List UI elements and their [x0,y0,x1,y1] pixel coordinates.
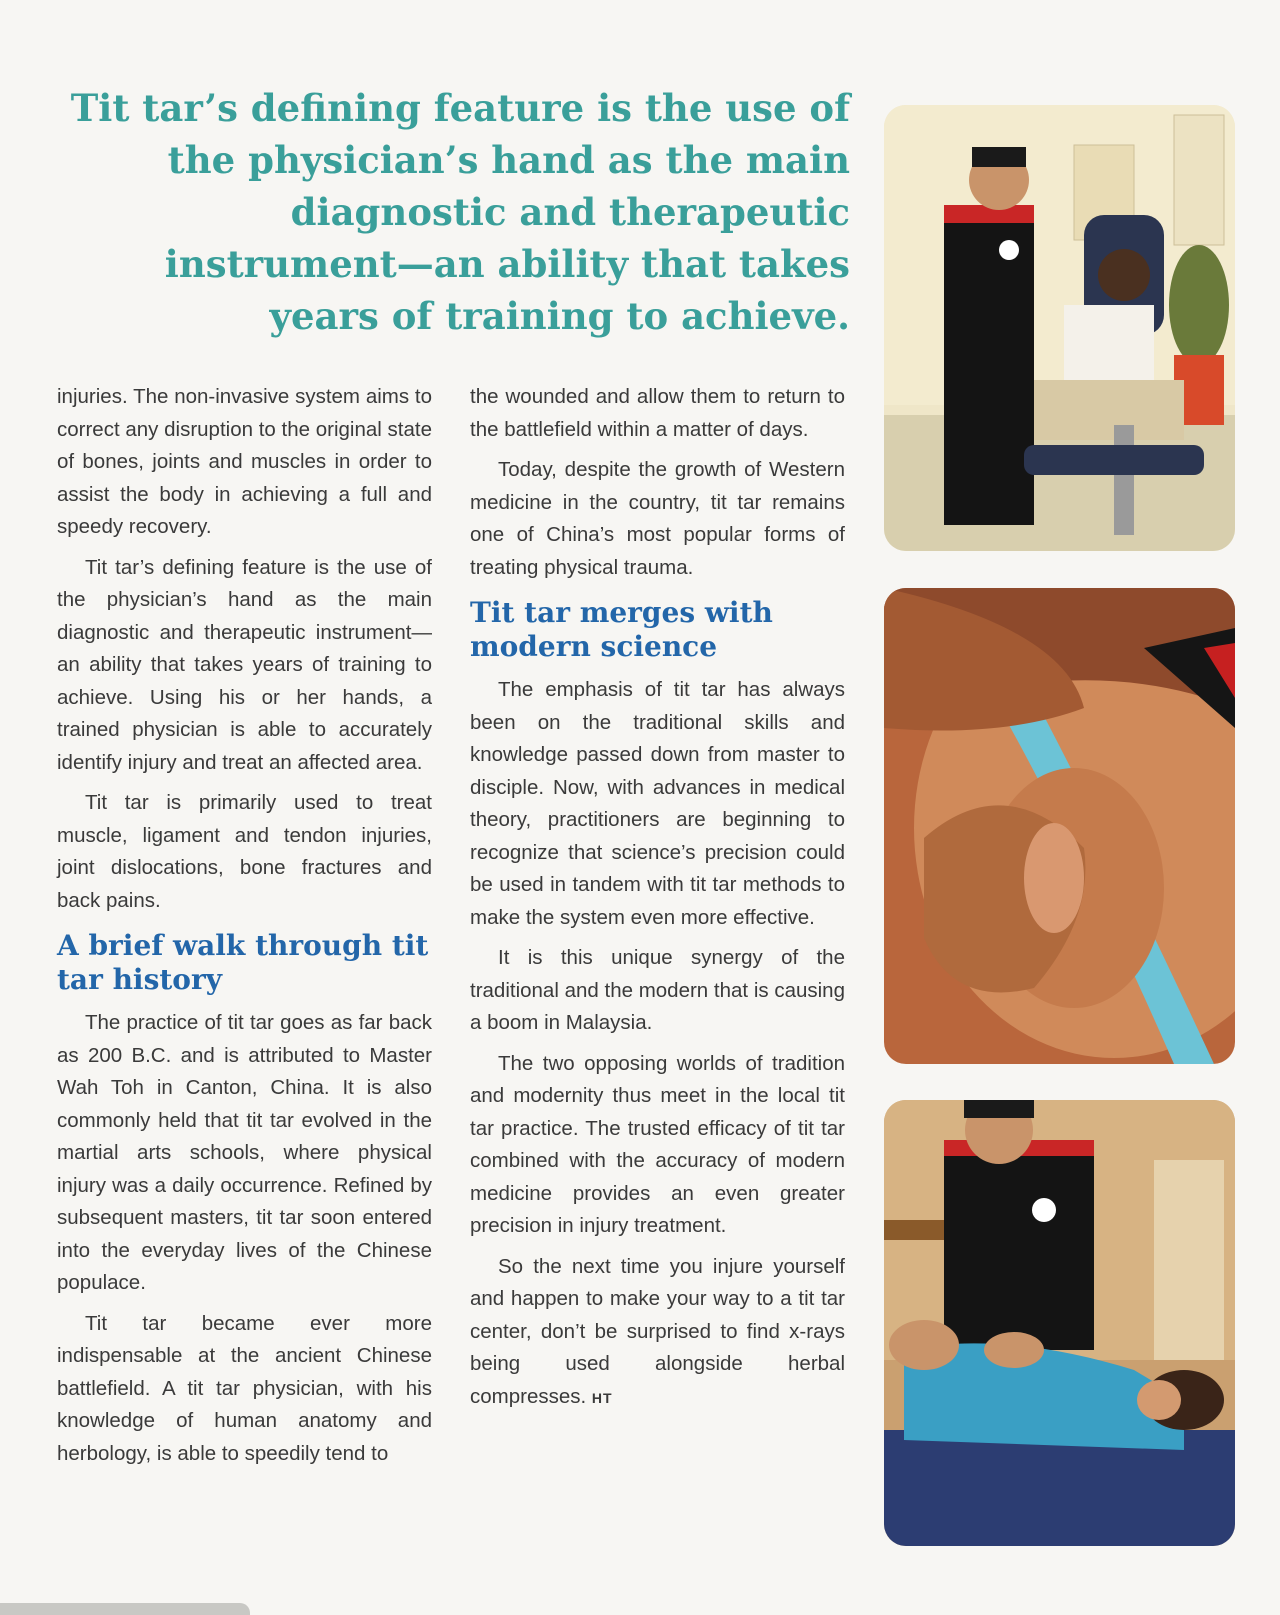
photo-seated-treatment [884,105,1235,551]
right-column [470,381,845,1422]
left-column [57,381,432,1478]
pull-quote: Tit tar’s defining feature is the use of the physician’s hand as the main diagnostic and therapeutic instrument—an ability that takes years of training to achieve. [70,86,850,338]
body-paragraph: injuries. The non-invasive system aims to correct any disruption to the original state of bones, joints and muscles in order to assist the body in achieving a full and speedy recovery. [57,385,432,538]
body-paragraph: Tit tar became ever more indispensable at the ancient Chinese battlefield. A tit tar physician, with his knowledge of human anatomy and herbology, is able to speedily tend to [57,1311,432,1465]
photo-shoulder-closeup-image [884,588,1235,1064]
photo-lying-treatment [884,1100,1235,1546]
photo-shoulder-closeup [884,588,1235,1064]
body-paragraph: The two opposing worlds of tradition and modernity thus meet in the local tit tar practice. The trusted efficacy of tit tar combined with the accuracy of modern medicine provides an even greater precision in injury treatment. [470,1051,845,1237]
photo-lying-treatment-image [884,1100,1235,1546]
page-edge-shadow [0,1603,250,1615]
body-paragraph: Today, despite the growth of Western medicine in the country, tit tar remains one of China’s most popular forms of treating physical trauma. [470,458,845,579]
body-paragraph: Tit tar’s defining feature is the use of the physician’s hand as the main diagnostic and therapeutic instrument—an ability that takes years of training to achieve. Using his or her hands, a trained physician is able to accurately identify injury and treat an affected area. [57,555,432,774]
section-heading-history: A brief walk through tit tar history [57,929,429,996]
body-paragraph: the wounded and allow them to return to the battlefield within a matter of days. [470,385,845,441]
signoff-mark: HT [591,1389,613,1406]
section-heading-modern-science: Tit tar merges with modern science [470,596,773,663]
body-paragraph: The emphasis of tit tar has always been on the traditional skills and knowledge passed down from master to disciple. Now, with advances in medical theory, practitioners are beginning to recognize that science’s precision could be used in tandem with tit tar methods to make the system even more effective. [470,678,845,929]
body-paragraph: Tit tar is primarily used to treat muscle, ligament and tendon injuries, joint dislocations, bone fractures and back pains. [57,791,432,912]
body-paragraph: The practice of tit tar goes as far back as 200 B.C. and is attributed to Master Wah Toh in Canton, China. It is also commonly held that tit tar evolved in the martial arts schools, where physical injury was a daily occurrence. Refined by subsequent masters, tit tar soon entered into the everyday lives of the Chinese populace. [57,1011,432,1294]
closing-text: So the next time you injure yourself and happen to make your way to a tit tar center, don’t be surprised to find x-rays being used alongside herbal compresses. [470,1254,845,1408]
body-paragraph [470,1251,845,1415]
body-paragraph: It is this unique synergy of the traditional and the modern that is causing a boom in Malaysia. [470,946,845,1034]
photo-seated-treatment-image [884,105,1235,551]
